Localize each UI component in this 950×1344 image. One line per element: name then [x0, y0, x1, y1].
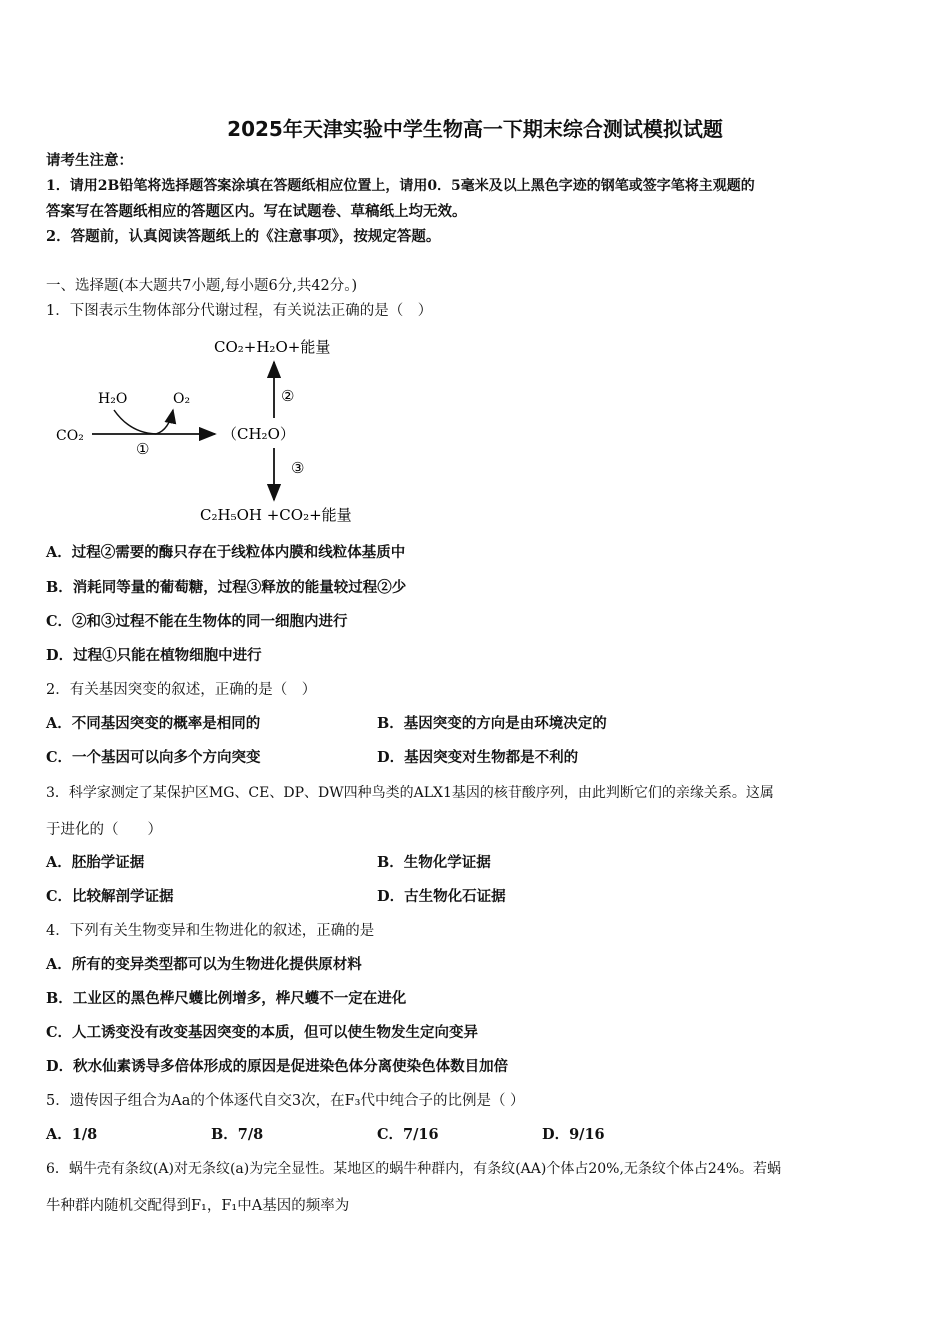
q2-option-c: C．一个基因可以向多个方向突变 [46, 749, 261, 766]
q4-stem: 4．下列有关生物变异和生物进化的叙述，正确的是 [46, 923, 375, 939]
q5-option-b: B．7/8 [211, 1126, 264, 1143]
notice-heading: 请考生注意： [46, 152, 133, 169]
diagram-ch2o: （CH₂O） [222, 425, 295, 443]
q3-option-a: A．胚胎学证据 [46, 854, 145, 871]
metabolism-diagram [52, 330, 372, 530]
q1-stem: 1．下图表示生物体部分代谢过程，有关说法正确的是（ ） [46, 303, 433, 319]
q3-option-b: B．生物化学证据 [377, 854, 491, 871]
q4-option-a: A．所有的变异类型都可以为生物进化提供原材料 [46, 956, 362, 973]
o2-release-curve [156, 410, 173, 434]
diagram-top-product: CO₂+H₂O+能量 [214, 338, 331, 356]
notice-item-1-line-1: 1．请用2B铅笔将选择题答案涂填在答题纸相应位置上，请用0．5毫米及以上黑色字迹的钢笔或签字笔将主观题的 [46, 178, 755, 194]
diagram-o2: O₂ [173, 391, 191, 407]
q2-option-d: D．基因突变对生物都是不利的 [377, 749, 579, 766]
q3-stem-line-1: 3．科学家测定了某保护区MG、CE、DP、DW四种鸟类的ALX1基因的核苷酸序列，由此判断它们的亲缘关系。这属 [46, 785, 774, 801]
q5-option-d: D．9/16 [542, 1126, 605, 1143]
step1-label: ① [136, 440, 150, 458]
diagram-bottom-product: C₂H₅OH +CO₂+能量 [200, 506, 352, 524]
notice-item-1-line-2: 答案写在答题纸相应的答题区内。写在试题卷、草稿纸上均无效。 [46, 203, 467, 220]
q5-stem: 5．遗传因子组合为Aa的个体逐代自交3次，在F₃代中纯合子的比例是（ ） [46, 1093, 525, 1109]
h2o-input-curve [114, 410, 156, 434]
q3-stem-line-2: 于进化的（ ） [46, 822, 162, 838]
q2-option-b: B．基因突变的方向是由环境决定的 [377, 715, 607, 732]
step3-label: ③ [291, 459, 305, 477]
q5-option-a: A．1/8 [46, 1126, 98, 1143]
q3-option-d: D．古生物化石证据 [377, 888, 506, 905]
q2-option-a: A．不同基因突变的概率是相同的 [46, 715, 261, 732]
q6-stem-line-1: 6．蜗牛壳有条纹(A)对无条纹(a)为完全显性。某地区的蜗牛种群内，有条纹(AA)个体占20%,无条纹个体占24%。若蜗 [46, 1161, 782, 1177]
step2-label: ② [281, 387, 295, 405]
q1-option-a: A．过程②需要的酶只存在于线粒体内膜和线粒体基质中 [46, 544, 406, 561]
q4-option-c: C．人工诱变没有改变基因突变的本质，但可以使生物发生定向变异 [46, 1024, 479, 1041]
q4-option-b: B．工业区的黑色桦尺蠖比例增多，桦尺蠖不一定在进化 [46, 990, 407, 1007]
q1-option-d: D．过程①只能在植物细胞中进行 [46, 647, 262, 664]
notice-item-2: 2．答题前，认真阅读答题纸上的《注意事项》，按规定答题。 [46, 228, 441, 245]
q3-option-c: C．比较解剖学证据 [46, 888, 174, 905]
q1-option-b: B．消耗同等量的葡萄糖，过程③释放的能量较过程②少 [46, 579, 407, 596]
diagram-co2: CO₂ [56, 428, 84, 444]
diagram-h2o: H₂O [98, 391, 128, 407]
section-heading: 一、选择题(本大题共7小题,每小题6分,共42分。) [46, 278, 358, 294]
q5-option-c: C．7/16 [377, 1126, 439, 1143]
q2-stem: 2．有关基因突变的叙述，正确的是（ ） [46, 682, 317, 698]
q1-option-c: C．②和③过程不能在生物体的同一细胞内进行 [46, 613, 348, 630]
page-title: 2025年天津实验中学生物高一下期末综合测试模拟试题 [227, 117, 723, 141]
q4-option-d: D．秋水仙素诱导多倍体形成的原因是促进染色体分离使染色体数目加倍 [46, 1058, 509, 1075]
q6-stem-line-2: 牛种群内随机交配得到F₁，F₁中A基因的频率为 [46, 1198, 350, 1214]
